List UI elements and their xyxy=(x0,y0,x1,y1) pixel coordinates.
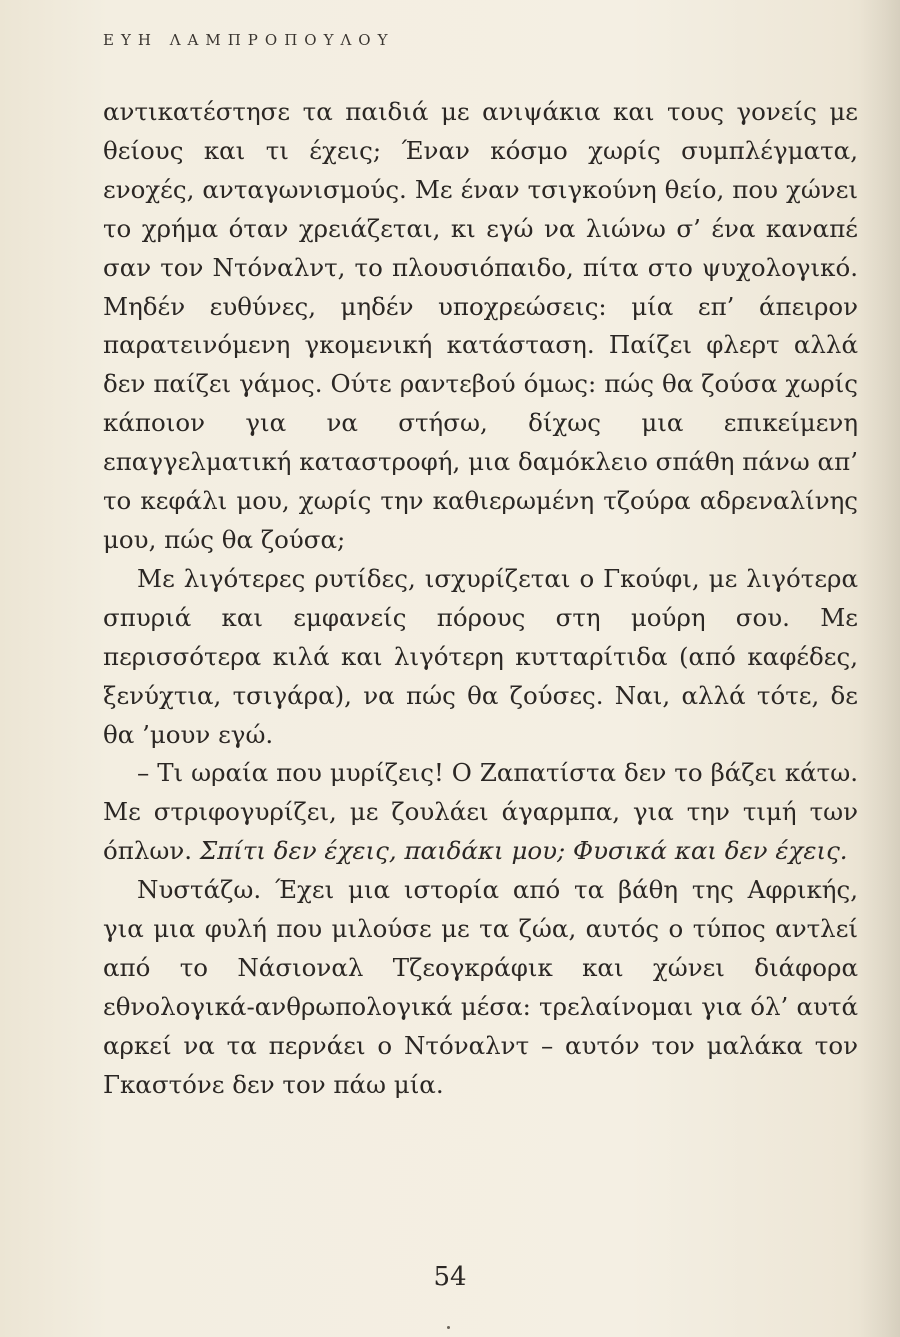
paragraph-3-italic: Σπίτι δεν έχεις, παιδάκι μου; Φυσικά και δεν έχεις. xyxy=(199,836,848,866)
body-text xyxy=(103,93,858,1105)
paragraph-1: αντικατέστησε τα παιδιά με ανιψάκια και τους γονείς με θείους και τι έχεις; Έναν κόσμο χωρίς συμπλέγματα, ενοχές, ανταγωνισμούς. Με έναν τσιγκούνη θείο, που χώνει το χρήμα όταν χρειάζεται, κι εγώ να λιώνω σ’ ένα καναπέ σαν τον Ντόναλντ, το πλουσιόπαιδο, πίτα στο ψυχολογικό. Μηδέν ευθύνες, μηδέν υποχρεώσεις: μία επ’ άπειρον παρατεινόμενη γκομενική κατάσταση. Παίζει φλερτ αλλά δεν παίζει γάμος. Ούτε ραντεβού όμως: πώς θα ζούσα χωρίς κάποιον για να στήσω, δίχως μια επικείμενη επαγγελματική καταστροφή, μια δαμόκλειο σπάθη πάνω απ’ το κεφάλι μου, χωρίς την καθιερωμένη τζούρα αδρεναλίνης μου, πώς θα ζούσα; xyxy=(103,97,858,554)
page-edge-shadow xyxy=(860,0,900,1337)
print-speck xyxy=(447,1326,450,1329)
paragraph-3-text: – Τι ωραία που μυρίζεις! Ο Ζαπατίστα δεν το βάζει κάτω. Με στριφογυρίζει, με ζουλάει άγαρμπα, για την τιμή των όπλων. xyxy=(103,758,858,866)
paragraph-3 xyxy=(103,754,858,871)
running-head: ΕΥΗ ΛΑΜΠΡΟΠΟΥΛΟΥ xyxy=(103,31,395,49)
paragraph-2: Με λιγότερες ρυτίδες, ισχυρίζεται ο Γκούφι, με λιγότερα σπυριά και εμφανείς πόρους στη μούρη σου. Με περισσότερα κιλά και λιγότερη κυτταρίτιδα (από καφέδες, ξενύχτια, τσιγάρα), να πώς θα ζούσες. Ναι, αλλά τότε, δε θα ’μουν εγώ. xyxy=(103,563,858,749)
page-number: 54 xyxy=(433,1262,467,1292)
paragraph-4: Νυστάζω. Έχει μια ιστορία από τα βάθη της Αφρικής, για μια φυλή που μιλούσε με τα ζώα, αυτός ο τύπος αντλεί από το Νάσιοναλ Τζεογκράφικ και χώνει διάφορα εθνολογικά-ανθρωπολογικά μέσα: τρελαίνομαι για όλ’ αυτά αρκεί να τα περνάει ο Ντόναλντ – αυτόν τον μαλάκα τον Γκαστόνε δεν τον πάω μία. xyxy=(103,875,858,1099)
